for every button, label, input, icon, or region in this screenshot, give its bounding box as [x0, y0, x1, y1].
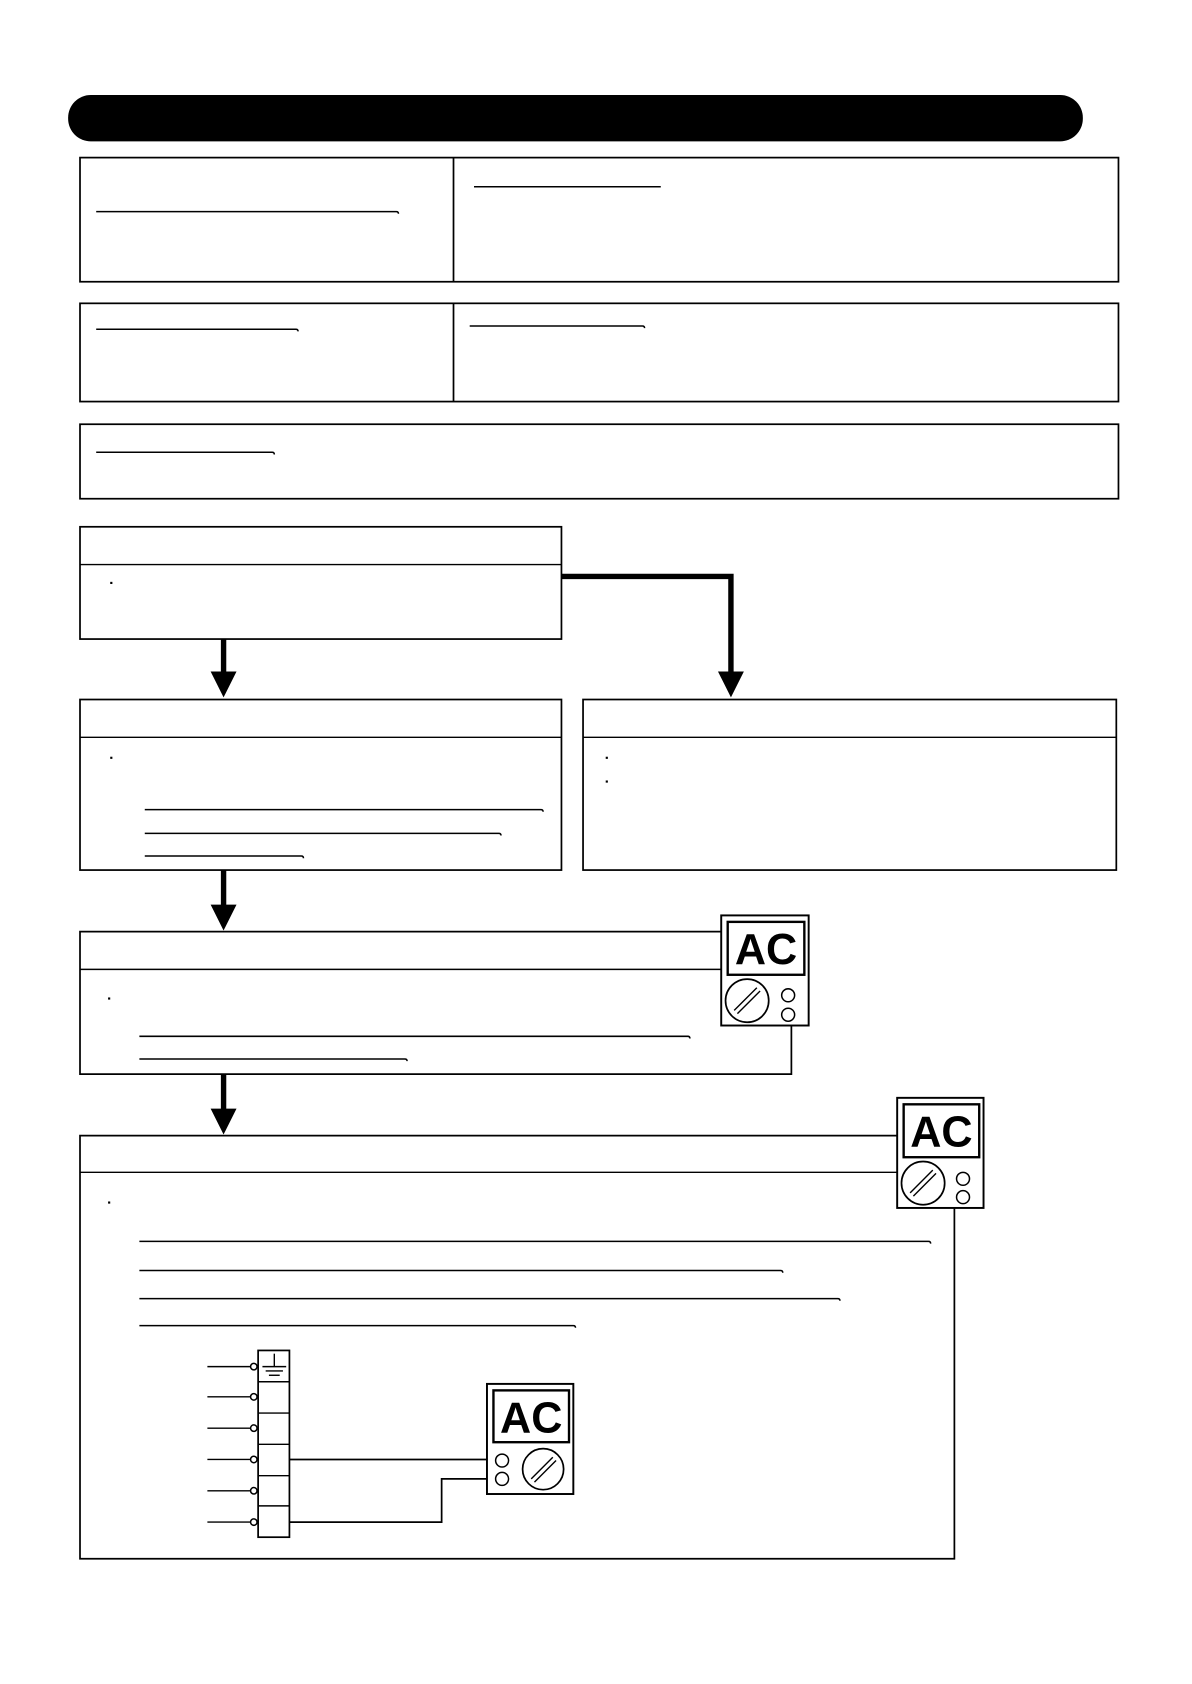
info-row-2	[80, 303, 1118, 401]
info-row-1-frame	[80, 158, 1118, 282]
terminal-lead-4	[207, 1456, 257, 1462]
terminal-block	[207, 1350, 289, 1537]
flow-step-2-frame	[80, 700, 561, 871]
flow-step-3-bullet	[108, 997, 110, 999]
flow-step-2-underline-3	[145, 856, 304, 858]
arrow-step1-to-alt-shaft	[561, 576, 730, 673]
ac-meter-3-jack-bottom	[496, 1472, 509, 1485]
flow-step-4-underline-1	[139, 1241, 930, 1243]
arrow-step1-to-step2	[211, 639, 237, 697]
arrow-step1-to-alt-head	[718, 671, 744, 697]
flow-step-4	[80, 1098, 984, 1559]
terminal-lead-2	[207, 1394, 257, 1400]
arrow-step1-to-alt	[561, 576, 743, 697]
flow-step-3	[80, 915, 809, 1074]
arrow-step3-to-step4	[211, 1074, 237, 1134]
flow-step-4-bullet	[108, 1201, 110, 1203]
dial-icon	[726, 979, 769, 1022]
flow-step-2	[80, 700, 561, 871]
terminal-lead-5	[207, 1488, 257, 1494]
test-lead-lower	[289, 1479, 495, 1522]
arrow-step1-to-step2-head	[211, 671, 237, 697]
terminal-lead-3	[207, 1425, 257, 1431]
flow-step-alt-bullet-2	[606, 780, 608, 782]
ac-meter-1-label: AC	[734, 925, 798, 974]
flow-step-3-underline-2	[139, 1059, 407, 1061]
ac-meter-3-label: AC	[500, 1394, 563, 1443]
ac-meter-2-label: AC	[910, 1108, 973, 1157]
ac-meter-2-jack-bottom	[957, 1191, 970, 1204]
dial-icon	[523, 1449, 564, 1490]
info-row-1	[80, 158, 1118, 282]
ac-meter-2	[897, 1098, 983, 1208]
ac-meter-3	[487, 1384, 573, 1494]
flow-step-2-bullet	[110, 757, 112, 759]
info-row-2-frame	[80, 303, 1118, 401]
info-row-3-frame	[80, 424, 1118, 498]
flow-step-3-underline-1	[139, 1036, 690, 1038]
flow-step-4-underline-2	[139, 1271, 782, 1273]
flow-step-1	[80, 527, 561, 639]
info-row-2-left-underline	[96, 329, 298, 331]
ac-meter-2-jack-top	[957, 1172, 970, 1185]
dial-icon	[901, 1162, 944, 1205]
flow-step-4-frame	[80, 1136, 954, 1559]
ac-meter-1-jack-top	[782, 989, 795, 1002]
flow-step-alt-frame	[583, 700, 1116, 871]
info-row-3-underline	[96, 452, 274, 454]
flow-step-alt-bullet-1	[606, 757, 608, 759]
ac-meter-3-jack-top	[496, 1454, 509, 1467]
terminal-lead-1	[207, 1363, 257, 1369]
flow-step-alt	[583, 700, 1116, 871]
ac-meter-1-jack-bottom	[782, 1008, 795, 1021]
arrow-step2-to-step3	[211, 870, 237, 930]
flow-step-1-frame	[80, 527, 561, 639]
info-row-2-right-underline	[470, 326, 645, 328]
flow-step-4-underline-3	[139, 1299, 840, 1301]
info-row-1-left-underline	[96, 212, 398, 214]
flow-step-2-underline-2	[145, 833, 501, 835]
info-row-3	[80, 424, 1118, 498]
terminal-lead-6	[207, 1519, 257, 1525]
flow-step-4-underline-4	[139, 1326, 575, 1328]
flow-step-2-underline-1	[145, 810, 543, 812]
ac-meter-1	[721, 915, 808, 1025]
arrow-step2-to-step3-head	[211, 905, 237, 931]
flow-step-1-bullet	[110, 582, 112, 584]
flow-step-3-frame	[80, 932, 791, 1074]
ground-icon	[262, 1354, 286, 1376]
arrow-step3-to-step4-head	[211, 1109, 237, 1135]
section-header-bar	[68, 95, 1083, 141]
